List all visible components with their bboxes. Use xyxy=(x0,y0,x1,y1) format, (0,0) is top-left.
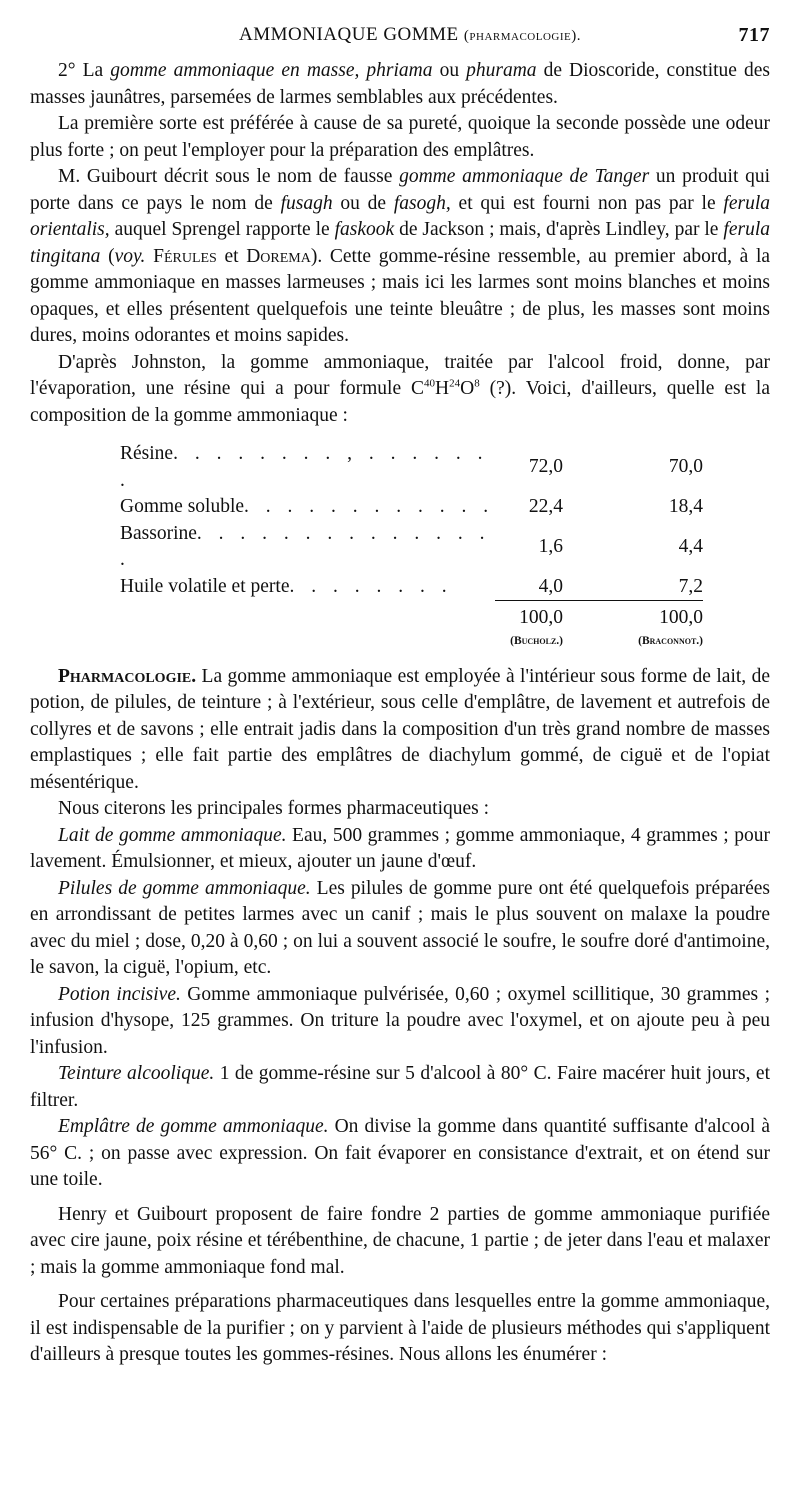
table-row xyxy=(120,441,703,494)
paragraph-premiere-sorte: La première sorte est préférée à cause de sa pureté, quoique la seconde possède une odeur plus forte ; on peut l'employer pour la préparation des emplâtres. xyxy=(30,113,770,161)
italic-term: ferula tingitana xyxy=(30,219,770,267)
italic-term: faskook xyxy=(334,219,395,240)
text-run: de Jackson ; mais, d'après Lindley, par le xyxy=(394,219,724,240)
leader-dots: . . . . . . . . xyxy=(289,575,453,597)
text-run xyxy=(145,246,153,267)
page xyxy=(30,24,770,1369)
row-label xyxy=(120,441,495,494)
cross-reference: Dorema xyxy=(246,245,311,267)
composition-table xyxy=(120,441,703,650)
header-title xyxy=(239,24,581,46)
text-run: O xyxy=(460,378,475,399)
italic-term: voy. xyxy=(114,245,146,267)
paragraph-purification: Pour certaines préparations pharmaceutiques dans lesquelles entre la gomme ammoniaque, il est indispensable de la purifier ; on y parvient à l'aide de plusieurs méthodes qui s'appliquent d'ailleurs à presque toutes les gommes-résines. Nous allons les énumérer : xyxy=(30,1291,770,1365)
page-number: 717 xyxy=(738,24,770,46)
section-heading: Pharmacologie. xyxy=(58,665,197,687)
text-run: et qui est fourni non pas par le xyxy=(450,192,724,214)
text-run: H xyxy=(435,378,450,399)
text-run: La gomme ammoniaque est employée à l'intérieur sous forme de lait, de potion, de pilules, de teinture ; à l'extérieur, sous celle d'emplâtre, de lavement et autrefois de collyres et de savons ; elle entrait jadis dans la composition d'un très grand nombre de masses emplastiques ; elle fait partie des emplâtres de diachylum gommé, de ciguë et de l'opiat mésentérique. xyxy=(30,665,770,793)
value-bucholz: 4,0 xyxy=(495,574,563,601)
source-braconnot: (Braconnot.) xyxy=(638,634,703,647)
row-label xyxy=(120,494,495,521)
text-run: de Dioscoride, constitue des masses jaunâtres, parsemées de larmes semblables aux précédentes. xyxy=(30,60,770,108)
text-run: et xyxy=(216,245,247,267)
value-braconnot: 18,4 xyxy=(668,496,703,517)
row-name: Résine xyxy=(120,443,174,464)
paragraph-form-pilules xyxy=(30,876,770,982)
form-title: Emplâtre de gomme ammoniaque. xyxy=(58,1116,329,1137)
text-run: 2° La xyxy=(58,60,111,81)
form-text: Eau, 500 grammes ; gomme ammoniaque, 4 grammes ; pour lavement. Émulsionner, et mieux, ajouter un jaune d'œuf. xyxy=(30,824,770,872)
header-title-text: AMMONIAQUE GOMME xyxy=(239,24,459,45)
italic-term: fasogh, xyxy=(393,192,451,214)
paragraph-pharmacologie xyxy=(30,664,770,797)
text-run: (?). Voici, d'ailleurs, quelle est la composition de la gomme ammoniaque : xyxy=(30,378,770,426)
value-bucholz: 72,0 xyxy=(528,456,563,478)
paragraph-form-emplatre xyxy=(30,1114,770,1194)
value-braconnot: 70,0 xyxy=(668,456,703,478)
table-source-row xyxy=(120,632,703,650)
total-bucholz: 100,0 xyxy=(519,607,563,628)
text-run: ou de xyxy=(332,192,394,214)
table-row xyxy=(120,521,703,574)
empty-cell xyxy=(120,601,495,632)
italic-term: phurama xyxy=(466,60,537,81)
value-braconnot: 4,4 xyxy=(678,535,703,557)
paragraph-forms-intro: Nous citerons les principales formes pharmaceutiques : xyxy=(58,798,490,819)
value-braconnot: 7,2 xyxy=(563,574,703,601)
form-text: Les pilules de gomme pure ont été quelquefois préparées en arrondissant de petites larmes avec un canif ; mais le plus souvent on malaxe la poudre avec du miel ; dose, 0,20 à 0,60 ; on lui a souvent associé le soufre, le soufre doré d'antimoine, le savon, la ciguë, l'opium, etc. xyxy=(30,877,771,978)
table-total-row xyxy=(120,601,703,632)
value-bucholz: 1,6 xyxy=(538,535,563,557)
text-run: auquel Sprengel rapporte le xyxy=(109,219,335,240)
paragraph-guibourt xyxy=(30,164,770,350)
running-header xyxy=(30,24,770,58)
source-bucholz: (Bucholz.) xyxy=(510,634,563,647)
empty-cell xyxy=(120,632,495,650)
form-text: Gomme ammoniaque pulvérisée, 0,60 ; oxymel scillitique, 30 grammes ; infusion d'hysope, 125 grammes. On triture la poudre avec l'oxymel, et on ajoute peu à peu l'infusion. xyxy=(30,983,770,1058)
table-row xyxy=(120,574,703,601)
paragraph-form-lait xyxy=(30,823,770,876)
row-name: Huile volatile et perte xyxy=(120,575,290,597)
paragraph-form-teinture xyxy=(30,1061,770,1114)
text-run: D'après Johnston, la gomme ammoniaque, traitée par l'alcool froid, donne, par l'évaporation, une résine qui a pour formule C xyxy=(30,351,770,399)
text-run: ). Cette gomme-résine ressemble, au premier abord, à la gomme ammoniaque en masses larmeuses ; mais ici les larmes sont moins blanches et moins opaques, et elles présentent quelquefois une teinte bleuâtre ; de plus, les masses sont moins dures, moins odorantes et moins sapides. xyxy=(30,245,771,346)
paragraph-johnston xyxy=(30,350,770,430)
text-run: ou xyxy=(432,60,467,81)
leader-dots: . . . . . . . . . . . . xyxy=(244,496,495,517)
italic-term: gomme ammoniaque en masse, phriama xyxy=(110,60,433,81)
total-braconnot: 100,0 xyxy=(659,607,703,628)
text-run: M. Guibourt décrit sous le nom de fausse xyxy=(58,166,400,187)
italic-term: ferula orientalis, xyxy=(30,192,770,240)
header-section: (pharmacologie). xyxy=(463,28,581,44)
italic-term: gomme ammoniaque de Tanger xyxy=(399,166,650,187)
row-label xyxy=(120,521,495,574)
text-run: un produit qui porte dans ce pays le nom de xyxy=(30,166,771,214)
cross-reference: Férules xyxy=(153,245,217,267)
italic-term: fusagh xyxy=(280,192,333,214)
paragraph-form-potion xyxy=(30,982,770,1062)
form-text: On divise la gomme dans quantité suffisante d'alcool à 56° C. ; on passe avec expression. On fait évaporer en consistance d'extrait, et on étend sur une toile. xyxy=(30,1116,770,1190)
form-title: Teinture alcoolique. xyxy=(58,1063,215,1084)
leader-dots: . . . . . . . . , . . . . . . . xyxy=(120,443,489,491)
paragraph-gomme-en-masse xyxy=(30,58,770,111)
row-name: Gomme soluble xyxy=(120,496,245,517)
superscript: 40 xyxy=(424,377,436,390)
form-title: Pilules de gomme ammoniaque. xyxy=(58,877,311,899)
row-label xyxy=(120,574,495,601)
form-title: Potion incisive. xyxy=(58,983,181,1005)
leader-dots: . . . . . . . . . . . . . . . xyxy=(120,522,491,570)
form-title: Lait de gomme ammoniaque. xyxy=(58,824,287,846)
form-text: 1 de gomme-résine sur 5 d'alcool à 80° C. Faire macérer huit jours, et filtrer. xyxy=(30,1063,770,1111)
superscript: 8 xyxy=(474,377,480,390)
row-name: Bassorine xyxy=(120,522,197,544)
paragraph-henry-guibourt: Henry et Guibourt proposent de faire fondre 2 parties de gomme ammoniaque purifiée avec cire jaune, poix résine et térébenthine, de chacune, 1 partie ; de jeter dans l'eau et malaxer ; mais la gomme ammoniaque fond mal. xyxy=(30,1203,770,1278)
superscript: 24 xyxy=(449,377,461,390)
text-run: ( xyxy=(100,245,115,267)
value-bucholz: 22,4 xyxy=(528,496,563,517)
table-row xyxy=(120,494,703,521)
